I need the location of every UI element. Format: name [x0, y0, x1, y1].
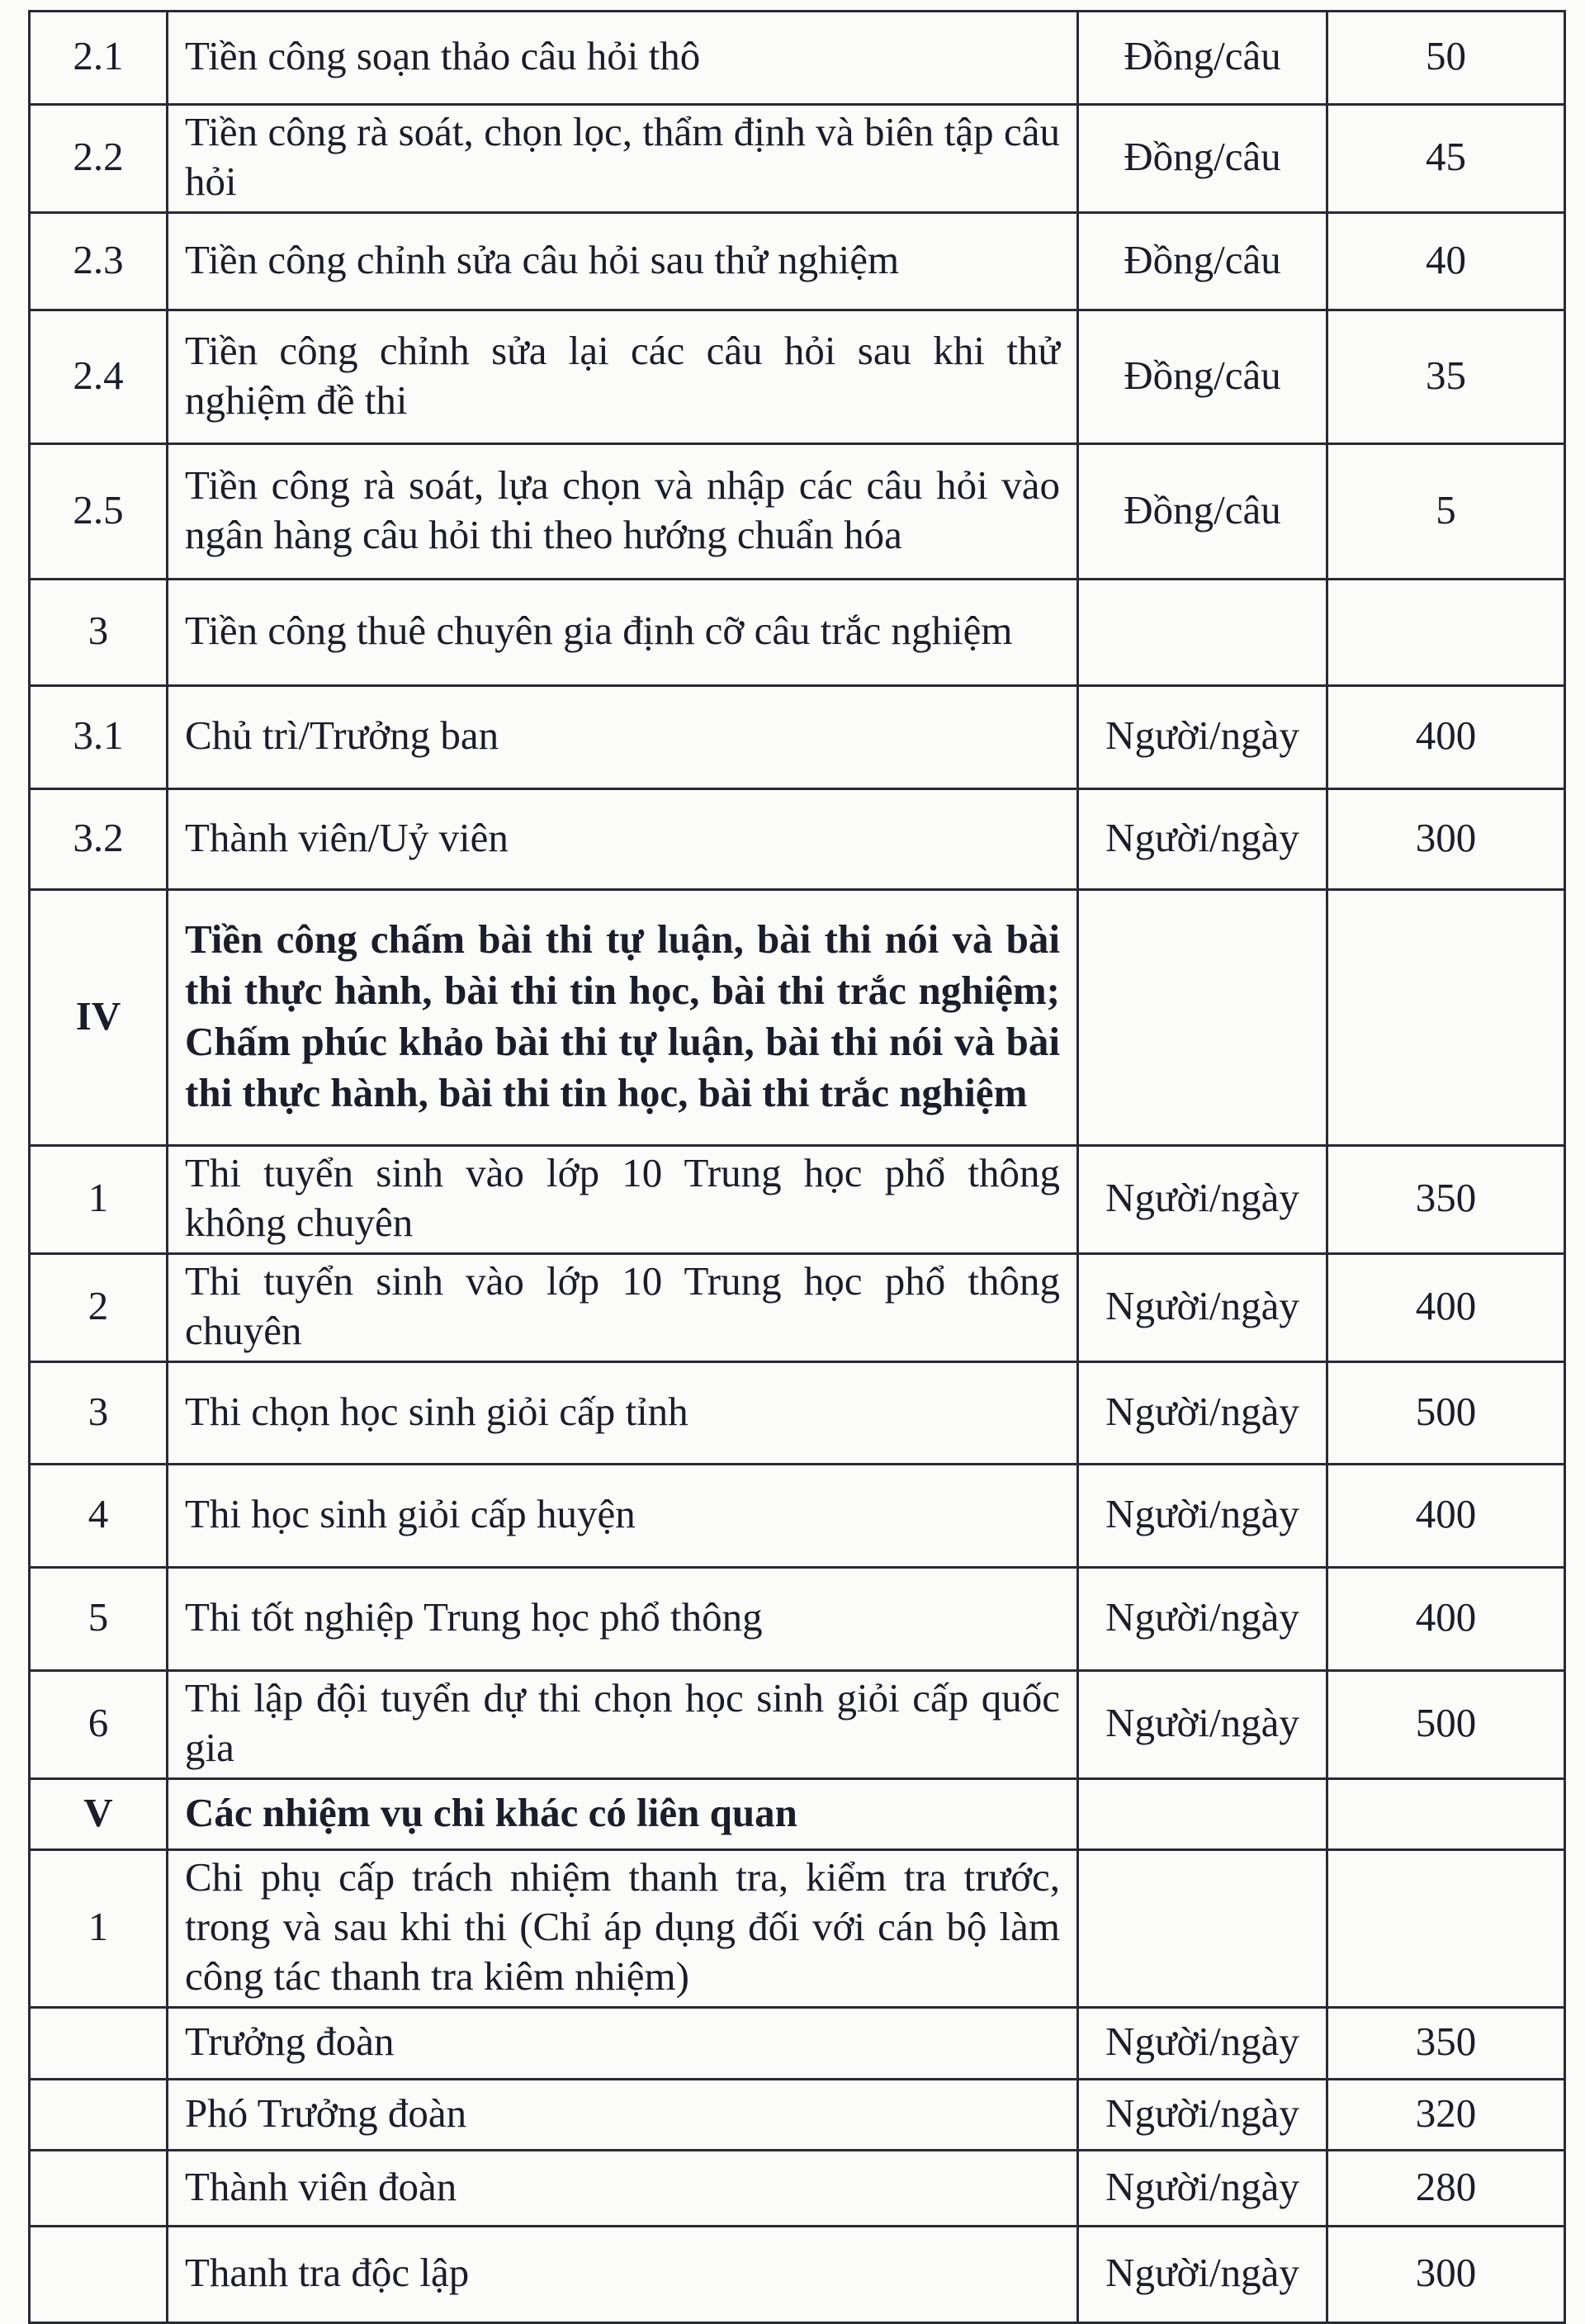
table-row	[30, 1568, 1565, 1671]
row-description: Thi học sinh giỏi cấp huyện	[168, 1465, 1078, 1568]
row-description: Các nhiệm vụ chi khác có liên quan	[168, 1779, 1078, 1850]
row-unit: Người/ngày	[1078, 686, 1327, 789]
row-value: 350	[1327, 1146, 1565, 1254]
row-unit: Đồng/câu	[1078, 444, 1327, 580]
row-number: 5	[30, 1568, 168, 1671]
row-description: Phó Trưởng đoàn	[168, 2080, 1078, 2151]
row-number	[30, 2008, 168, 2080]
row-number: 2.3	[30, 213, 168, 310]
row-description: Tiền công rà soát, lựa chọn và nhập các câu hỏi vào ngân hàng câu hỏi thi theo hướng chuẩn hóa	[168, 444, 1078, 580]
row-unit: Người/ngày	[1078, 1465, 1327, 1568]
row-value: 500	[1327, 1362, 1565, 1465]
row-number: V	[30, 1779, 168, 1850]
row-number: 2.2	[30, 105, 168, 213]
row-value: 400	[1327, 1254, 1565, 1362]
row-unit: Đồng/câu	[1078, 213, 1327, 310]
row-description: Thi tuyển sinh vào lớp 10 Trung học phổ thông chuyên	[168, 1254, 1078, 1362]
row-value: 35	[1327, 310, 1565, 444]
row-description: Thi chọn học sinh giỏi cấp tỉnh	[168, 1362, 1078, 1465]
table-row	[30, 213, 1565, 310]
row-number: 1	[30, 1146, 168, 1254]
row-number: 3	[30, 1362, 168, 1465]
row-unit	[1078, 1850, 1327, 2008]
fee-table-body	[30, 12, 1565, 2323]
row-number	[30, 2080, 168, 2151]
row-description: Trưởng đoàn	[168, 2008, 1078, 2080]
row-value: 5	[1327, 444, 1565, 580]
table-row	[30, 1254, 1565, 1362]
row-unit: Người/ngày	[1078, 1568, 1327, 1671]
row-number: 3	[30, 580, 168, 686]
row-number: 2.4	[30, 310, 168, 444]
table-row	[30, 1146, 1565, 1254]
row-description: Thành viên/Uỷ viên	[168, 789, 1078, 890]
row-description: Chủ trì/Trưởng ban	[168, 686, 1078, 789]
row-description: Thanh tra độc lập	[168, 2227, 1078, 2323]
row-unit	[1078, 1779, 1327, 1850]
row-unit: Đồng/câu	[1078, 105, 1327, 213]
row-description: Thành viên đoàn	[168, 2151, 1078, 2227]
table-row	[30, 1850, 1565, 2008]
row-value: 50	[1327, 12, 1565, 105]
row-unit: Đồng/câu	[1078, 310, 1327, 444]
row-value: 500	[1327, 1671, 1565, 1779]
row-value: 350	[1327, 2008, 1565, 2080]
table-row	[30, 1671, 1565, 1779]
row-number: 2.5	[30, 444, 168, 580]
row-description: Thi tốt nghiệp Trung học phổ thông	[168, 1568, 1078, 1671]
row-unit: Người/ngày	[1078, 789, 1327, 890]
row-unit: Đồng/câu	[1078, 12, 1327, 105]
fee-table	[28, 10, 1566, 2324]
row-unit: Người/ngày	[1078, 2151, 1327, 2227]
row-number: IV	[30, 890, 168, 1146]
row-unit: Người/ngày	[1078, 1146, 1327, 1254]
row-description: Tiền công chấm bài thi tự luận, bài thi nói và bài thi thực hành, bài thi tin học, bài thi trắc nghiệm; Chấm phúc khảo bài thi tự luận, bài thi nói và bài thi thực hành, bài thi tin học, bài thi trắc nghiệm	[168, 890, 1078, 1146]
row-description: Chi phụ cấp trách nhiệm thanh tra, kiểm tra trước, trong và sau khi thi (Chỉ áp dụng đối với cán bộ làm công tác thanh tra kiêm nhiệm)	[168, 1850, 1078, 2008]
row-value: 45	[1327, 105, 1565, 213]
row-description: Thi tuyển sinh vào lớp 10 Trung học phổ thông không chuyên	[168, 1146, 1078, 1254]
row-unit: Người/ngày	[1078, 2080, 1327, 2151]
table-row	[30, 890, 1565, 1146]
row-value: 400	[1327, 1568, 1565, 1671]
row-unit: Người/ngày	[1078, 1254, 1327, 1362]
table-row	[30, 444, 1565, 580]
row-value	[1327, 1850, 1565, 2008]
row-number: 2	[30, 1254, 168, 1362]
row-value	[1327, 890, 1565, 1146]
row-description: Tiền công rà soát, chọn lọc, thẩm định và biên tập câu hỏi	[168, 105, 1078, 213]
table-row	[30, 1362, 1565, 1465]
table-row	[30, 105, 1565, 213]
table-row	[30, 789, 1565, 890]
row-description: Thi lập đội tuyển dự thi chọn học sinh giỏi cấp quốc gia	[168, 1671, 1078, 1779]
row-number: 3.1	[30, 686, 168, 789]
row-value: 300	[1327, 2227, 1565, 2323]
table-row	[30, 2151, 1565, 2227]
row-value: 40	[1327, 213, 1565, 310]
row-unit: Người/ngày	[1078, 2227, 1327, 2323]
row-description: Tiền công soạn thảo câu hỏi thô	[168, 12, 1078, 105]
row-value: 320	[1327, 2080, 1565, 2151]
row-number: 3.2	[30, 789, 168, 890]
row-value: 300	[1327, 789, 1565, 890]
row-number: 2.1	[30, 12, 168, 105]
row-unit: Người/ngày	[1078, 2008, 1327, 2080]
table-row	[30, 1465, 1565, 1568]
row-number: 1	[30, 1850, 168, 2008]
row-unit	[1078, 580, 1327, 686]
row-value: 400	[1327, 686, 1565, 789]
table-row	[30, 12, 1565, 105]
table-row	[30, 1779, 1565, 1850]
row-description: Tiền công thuê chuyên gia định cỡ câu trắc nghiệm	[168, 580, 1078, 686]
row-description: Tiền công chỉnh sửa câu hỏi sau thử nghiệm	[168, 213, 1078, 310]
row-number	[30, 2151, 168, 2227]
row-description: Tiền công chỉnh sửa lại các câu hỏi sau khi thử nghiệm đề thi	[168, 310, 1078, 444]
row-unit	[1078, 890, 1327, 1146]
row-value: 280	[1327, 2151, 1565, 2227]
table-row	[30, 580, 1565, 686]
row-value	[1327, 580, 1565, 686]
row-value: 400	[1327, 1465, 1565, 1568]
row-value	[1327, 1779, 1565, 1850]
table-row	[30, 310, 1565, 444]
table-row	[30, 2008, 1565, 2080]
row-number: 6	[30, 1671, 168, 1779]
row-unit: Người/ngày	[1078, 1671, 1327, 1779]
row-number: 4	[30, 1465, 168, 1568]
table-row	[30, 2080, 1565, 2151]
table-row	[30, 686, 1565, 789]
row-unit: Người/ngày	[1078, 1362, 1327, 1465]
